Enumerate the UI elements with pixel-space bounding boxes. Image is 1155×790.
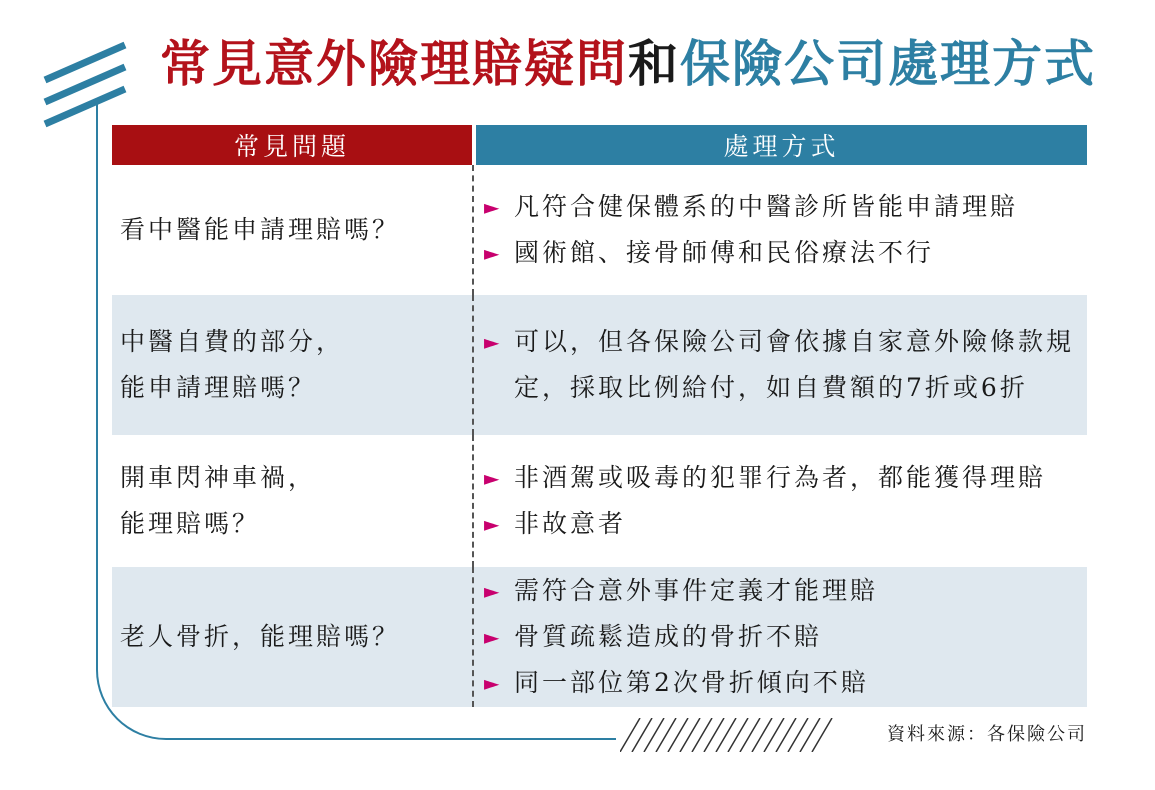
question-line: 老人骨折，能理賠嗎？ — [120, 622, 401, 651]
question-line: 能申請理賠嗎？ — [120, 373, 317, 402]
question-cell — [112, 435, 474, 567]
question-line: 中醫自費的部分， — [120, 327, 345, 356]
table-row — [112, 165, 1087, 295]
answer-text: 國術館、接骨師傅和民俗療法不行 — [514, 238, 935, 267]
answer-text: 同一部位第2次骨折傾向不賠 — [514, 668, 869, 697]
answer-item — [484, 455, 1077, 501]
answer-item — [484, 230, 1077, 276]
table-row — [112, 567, 1087, 707]
answer-item — [484, 568, 1077, 614]
question-line: 看中醫能申請理賠嗎？ — [120, 215, 401, 244]
header-answer: 處理方式 — [476, 125, 1087, 165]
question-cell — [112, 165, 474, 295]
right-triangle-icon: ► — [484, 241, 503, 265]
right-triangle-icon: ► — [484, 671, 503, 695]
table-row — [112, 435, 1087, 567]
header-question: 常見問題 — [112, 125, 472, 165]
answer-cell — [474, 567, 1087, 707]
answer-text: 可以，但各保險公司會依據自家意外險條款規定，採取比例給付，如自費額的7折或6折 — [514, 327, 1075, 402]
right-triangle-icon: ► — [484, 466, 503, 490]
page-title — [160, 36, 1096, 91]
answer-text: 非故意者 — [514, 509, 627, 538]
faq-table — [112, 125, 1087, 707]
answer-item — [484, 660, 1077, 706]
answer-cell — [474, 295, 1087, 435]
question-line: 能理賠嗎？ — [120, 509, 261, 538]
answer-cell — [474, 435, 1087, 567]
answer-text: 凡符合健保體系的中醫診所皆能申請理賠 — [514, 192, 1019, 221]
answer-item — [484, 501, 1077, 547]
right-triangle-icon: ► — [484, 512, 503, 536]
source-note: 資料來源：各保險公司 — [887, 724, 1087, 745]
right-triangle-icon: ► — [484, 579, 503, 603]
title-part-blue: 保險公司處理方式 — [680, 34, 1096, 93]
title-part-red: 常見意外險理賠疑問 — [160, 34, 628, 93]
right-triangle-icon: ► — [484, 195, 503, 219]
question-line: 開車閃神車禍， — [120, 463, 317, 492]
right-triangle-icon: ► — [484, 625, 503, 649]
title-part-connector: 和 — [628, 34, 680, 93]
answer-text: 需符合意外事件定義才能理賠 — [514, 576, 879, 605]
table-row — [112, 295, 1087, 435]
table-header — [112, 125, 1087, 165]
question-cell — [112, 567, 474, 707]
answer-item — [484, 319, 1077, 411]
answer-text: 非酒駕或吸毒的犯罪行為者，都能獲得理賠 — [514, 463, 1047, 492]
answer-item — [484, 184, 1077, 230]
right-triangle-icon: ► — [484, 330, 503, 354]
answer-cell — [474, 165, 1087, 295]
answer-item — [484, 614, 1077, 660]
answer-text: 骨質疏鬆造成的骨折不賠 — [514, 622, 823, 651]
hatch-decoration-icon — [620, 718, 840, 752]
question-cell — [112, 295, 474, 435]
